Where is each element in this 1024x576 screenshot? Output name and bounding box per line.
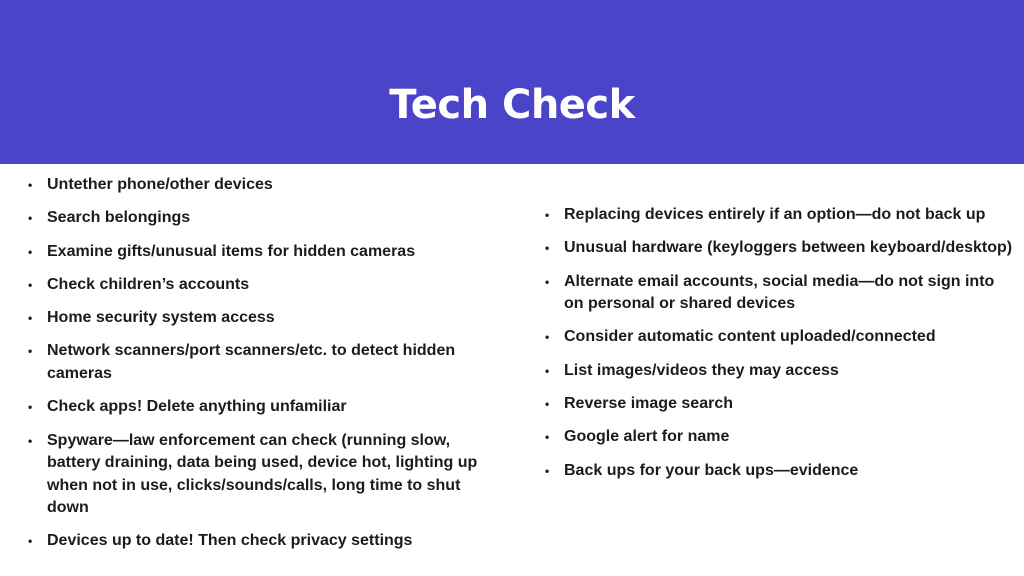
- right-bullet-list: [545, 204, 1015, 482]
- list-item-text: Untether phone/other devices: [47, 176, 273, 193]
- list-item-text: Spyware—law enforcement can check (running slow, battery draining, data being used, device hot, lighting up when not in use, clicks/sounds/calls, long time to shut down: [47, 431, 478, 517]
- list-item: [28, 241, 478, 264]
- bullet-icon: •: [28, 400, 33, 415]
- bullet-icon: •: [28, 277, 33, 292]
- bullet-icon: •: [545, 330, 550, 345]
- bullet-icon: •: [545, 363, 550, 378]
- list-item: [545, 271, 1015, 316]
- title-banner: [0, 0, 1024, 164]
- bullet-icon: •: [28, 211, 33, 226]
- bullet-icon: •: [28, 344, 33, 359]
- bullet-icon: •: [545, 241, 550, 256]
- bullet-icon: •: [28, 178, 33, 192]
- bullet-icon: •: [545, 463, 550, 478]
- list-item-text: Search belongings: [47, 209, 191, 227]
- list-item: [545, 426, 1015, 449]
- list-item-text: Consider automatic content uploaded/connected: [564, 328, 936, 346]
- list-item-text: Replacing devices entirely if an option—do not back up: [564, 206, 986, 223]
- list-item: [28, 174, 478, 197]
- bullet-icon: •: [28, 244, 33, 259]
- slide-title: Tech Check: [389, 82, 635, 128]
- list-item-text: Network scanners/port scanners/etc. to detect hidden cameras: [47, 342, 456, 382]
- list-item: [545, 360, 1015, 383]
- list-item: [28, 340, 478, 385]
- list-item-text: List images/videos they may access: [564, 361, 839, 379]
- list-item: [28, 530, 478, 553]
- bullet-icon: •: [545, 274, 550, 289]
- list-item: [28, 396, 478, 419]
- list-item: [545, 393, 1015, 416]
- bullet-icon: •: [545, 208, 550, 222]
- bullet-icon: •: [28, 311, 33, 326]
- list-item-text: Examine gifts/unusual items for hidden cameras: [47, 242, 416, 260]
- list-item: [545, 237, 1015, 260]
- list-item: [28, 274, 478, 297]
- bullet-icon: •: [545, 430, 550, 445]
- left-bullet-list: [28, 174, 478, 553]
- list-item-text: Google alert for name: [564, 428, 730, 446]
- list-item-text: Back ups for your back ups—evidence: [564, 461, 859, 479]
- list-item: [545, 460, 1015, 483]
- bullet-icon: •: [28, 534, 33, 549]
- list-item: [545, 326, 1015, 349]
- list-item-text: Check apps! Delete anything unfamiliar: [47, 398, 347, 416]
- list-item-text: Reverse image search: [564, 394, 733, 412]
- list-item: [28, 207, 478, 230]
- list-item-text: Check children’s accounts: [47, 275, 250, 293]
- bullet-icon: •: [545, 396, 550, 411]
- bullet-icon: •: [28, 433, 33, 448]
- list-item: [28, 307, 478, 330]
- list-item: [545, 204, 1015, 227]
- list-item-text: Unusual hardware (keyloggers between keyboard/desktop): [564, 239, 1013, 257]
- list-item-text: Devices up to date! Then check privacy settings: [47, 532, 413, 550]
- list-item-text: Alternate email accounts, social media—do not sign into on personal or shared devices: [564, 272, 995, 313]
- list-item: [28, 430, 478, 520]
- list-item-text: Home security system access: [47, 309, 275, 327]
